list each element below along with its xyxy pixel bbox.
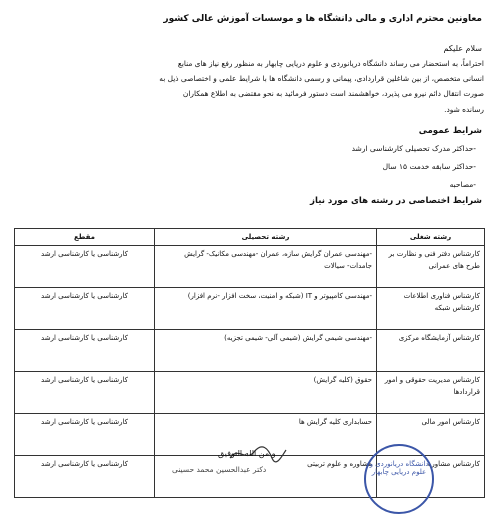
body-line: احتراماً، به استحضار می رساند دانشگاه دریانوردی و علوم دریایی چابهار به منظور رفع نیاز های منابع xyxy=(177,59,484,68)
letter-salutation: سلام علیکم xyxy=(443,44,482,53)
general-condition-item: -مصاحبه xyxy=(449,180,476,189)
table-row xyxy=(15,330,485,372)
table-row xyxy=(15,246,485,288)
letter-body xyxy=(16,56,484,117)
general-condition-item: -حداکثر سابقه خدمت ۱۵ سال xyxy=(382,162,476,171)
header-job: رشته شغلی xyxy=(377,229,485,246)
body-line: صورت انتقال دائم نیرو می پذیرد، خواهشمند است دستور فرمائید به نحو مقتضی به اطلاع همکاران xyxy=(182,89,484,99)
cell-grade: کارشناسی یا کارشناسی ارشد xyxy=(15,456,155,498)
official-stamp: دانشگاه دریانوردی و علوم دریایی چابهار xyxy=(364,444,434,514)
specific-conditions-title: شرایط اختصاصی در رشته های مورد نیاز xyxy=(310,196,482,206)
cell-job: کارشناس فناوری اطلاعات کارشناس شبکه xyxy=(377,288,485,330)
table-header-row xyxy=(15,229,485,246)
closing-phrase: و من الله التوفیق xyxy=(218,449,276,458)
letter-recipient: معاونین محترم اداری و مالی دانشگاه ها و موسسات آموزش عالی کشور xyxy=(163,14,482,24)
cell-education: -مهندسی کامپیوتر و IT (شبکه و امنیت، سخت افزار -نرم افزار) xyxy=(155,288,377,330)
cell-job: کارشناس مدیریت حقوقی و امور قراردادها xyxy=(377,372,485,414)
signer-name: دکتر عبدالحسین محمد حسینی xyxy=(172,465,267,474)
general-conditions-title: شرایط عمومی xyxy=(418,126,482,136)
header-grade: مقطع xyxy=(15,229,155,246)
header-education: رشته تحصیلی xyxy=(155,229,377,246)
cell-job: کارشناس آزمایشگاه مرکزی xyxy=(377,330,485,372)
cell-job: کارشناس دفتر فنی و نظارت بر طرح های عمرانی xyxy=(377,246,485,288)
body-line: رسانده شود. xyxy=(444,104,484,114)
cell-education: -مهندسی شیمی گرایش (شیمی آلی- شیمی تجزیه) xyxy=(155,330,377,372)
cell-job: کارشناس امور مالی xyxy=(377,414,485,456)
cell-grade: کارشناسی یا کارشناسی ارشد xyxy=(15,246,155,288)
cell-grade: کارشناسی یا کارشناسی ارشد xyxy=(15,288,155,330)
cell-education: -مهندسی عمران گرایش سازه، عمران -مهندسی مکانیک- گرایش جامدات- سیالات xyxy=(155,246,377,288)
table-row xyxy=(15,288,485,330)
table-row xyxy=(15,372,485,414)
cell-grade: کارشناسی یا کارشناسی ارشد xyxy=(15,330,155,372)
cell-education: مشاوره و علوم تربیتی xyxy=(155,456,377,498)
general-condition-item: -حداکثر مدرک تحصیلی کارشناسی ارشد xyxy=(351,144,476,153)
cell-job: کارشناس مشاوره xyxy=(377,456,485,498)
cell-education: حسابداری کلیه گرایش ها xyxy=(155,414,377,456)
cell-grade: کارشناسی یا کارشناسی ارشد xyxy=(15,414,155,456)
cell-grade: کارشناسی یا کارشناسی ارشد xyxy=(15,372,155,414)
cell-education: حقوق (کلیه گرایش) xyxy=(155,372,377,414)
body-line: انسانی متخصص، از بین شاغلین قراردادی، پیمانی و رسمی دانشگاه ها با شرایط علمی و اختصاصی ذیل به xyxy=(159,74,484,84)
